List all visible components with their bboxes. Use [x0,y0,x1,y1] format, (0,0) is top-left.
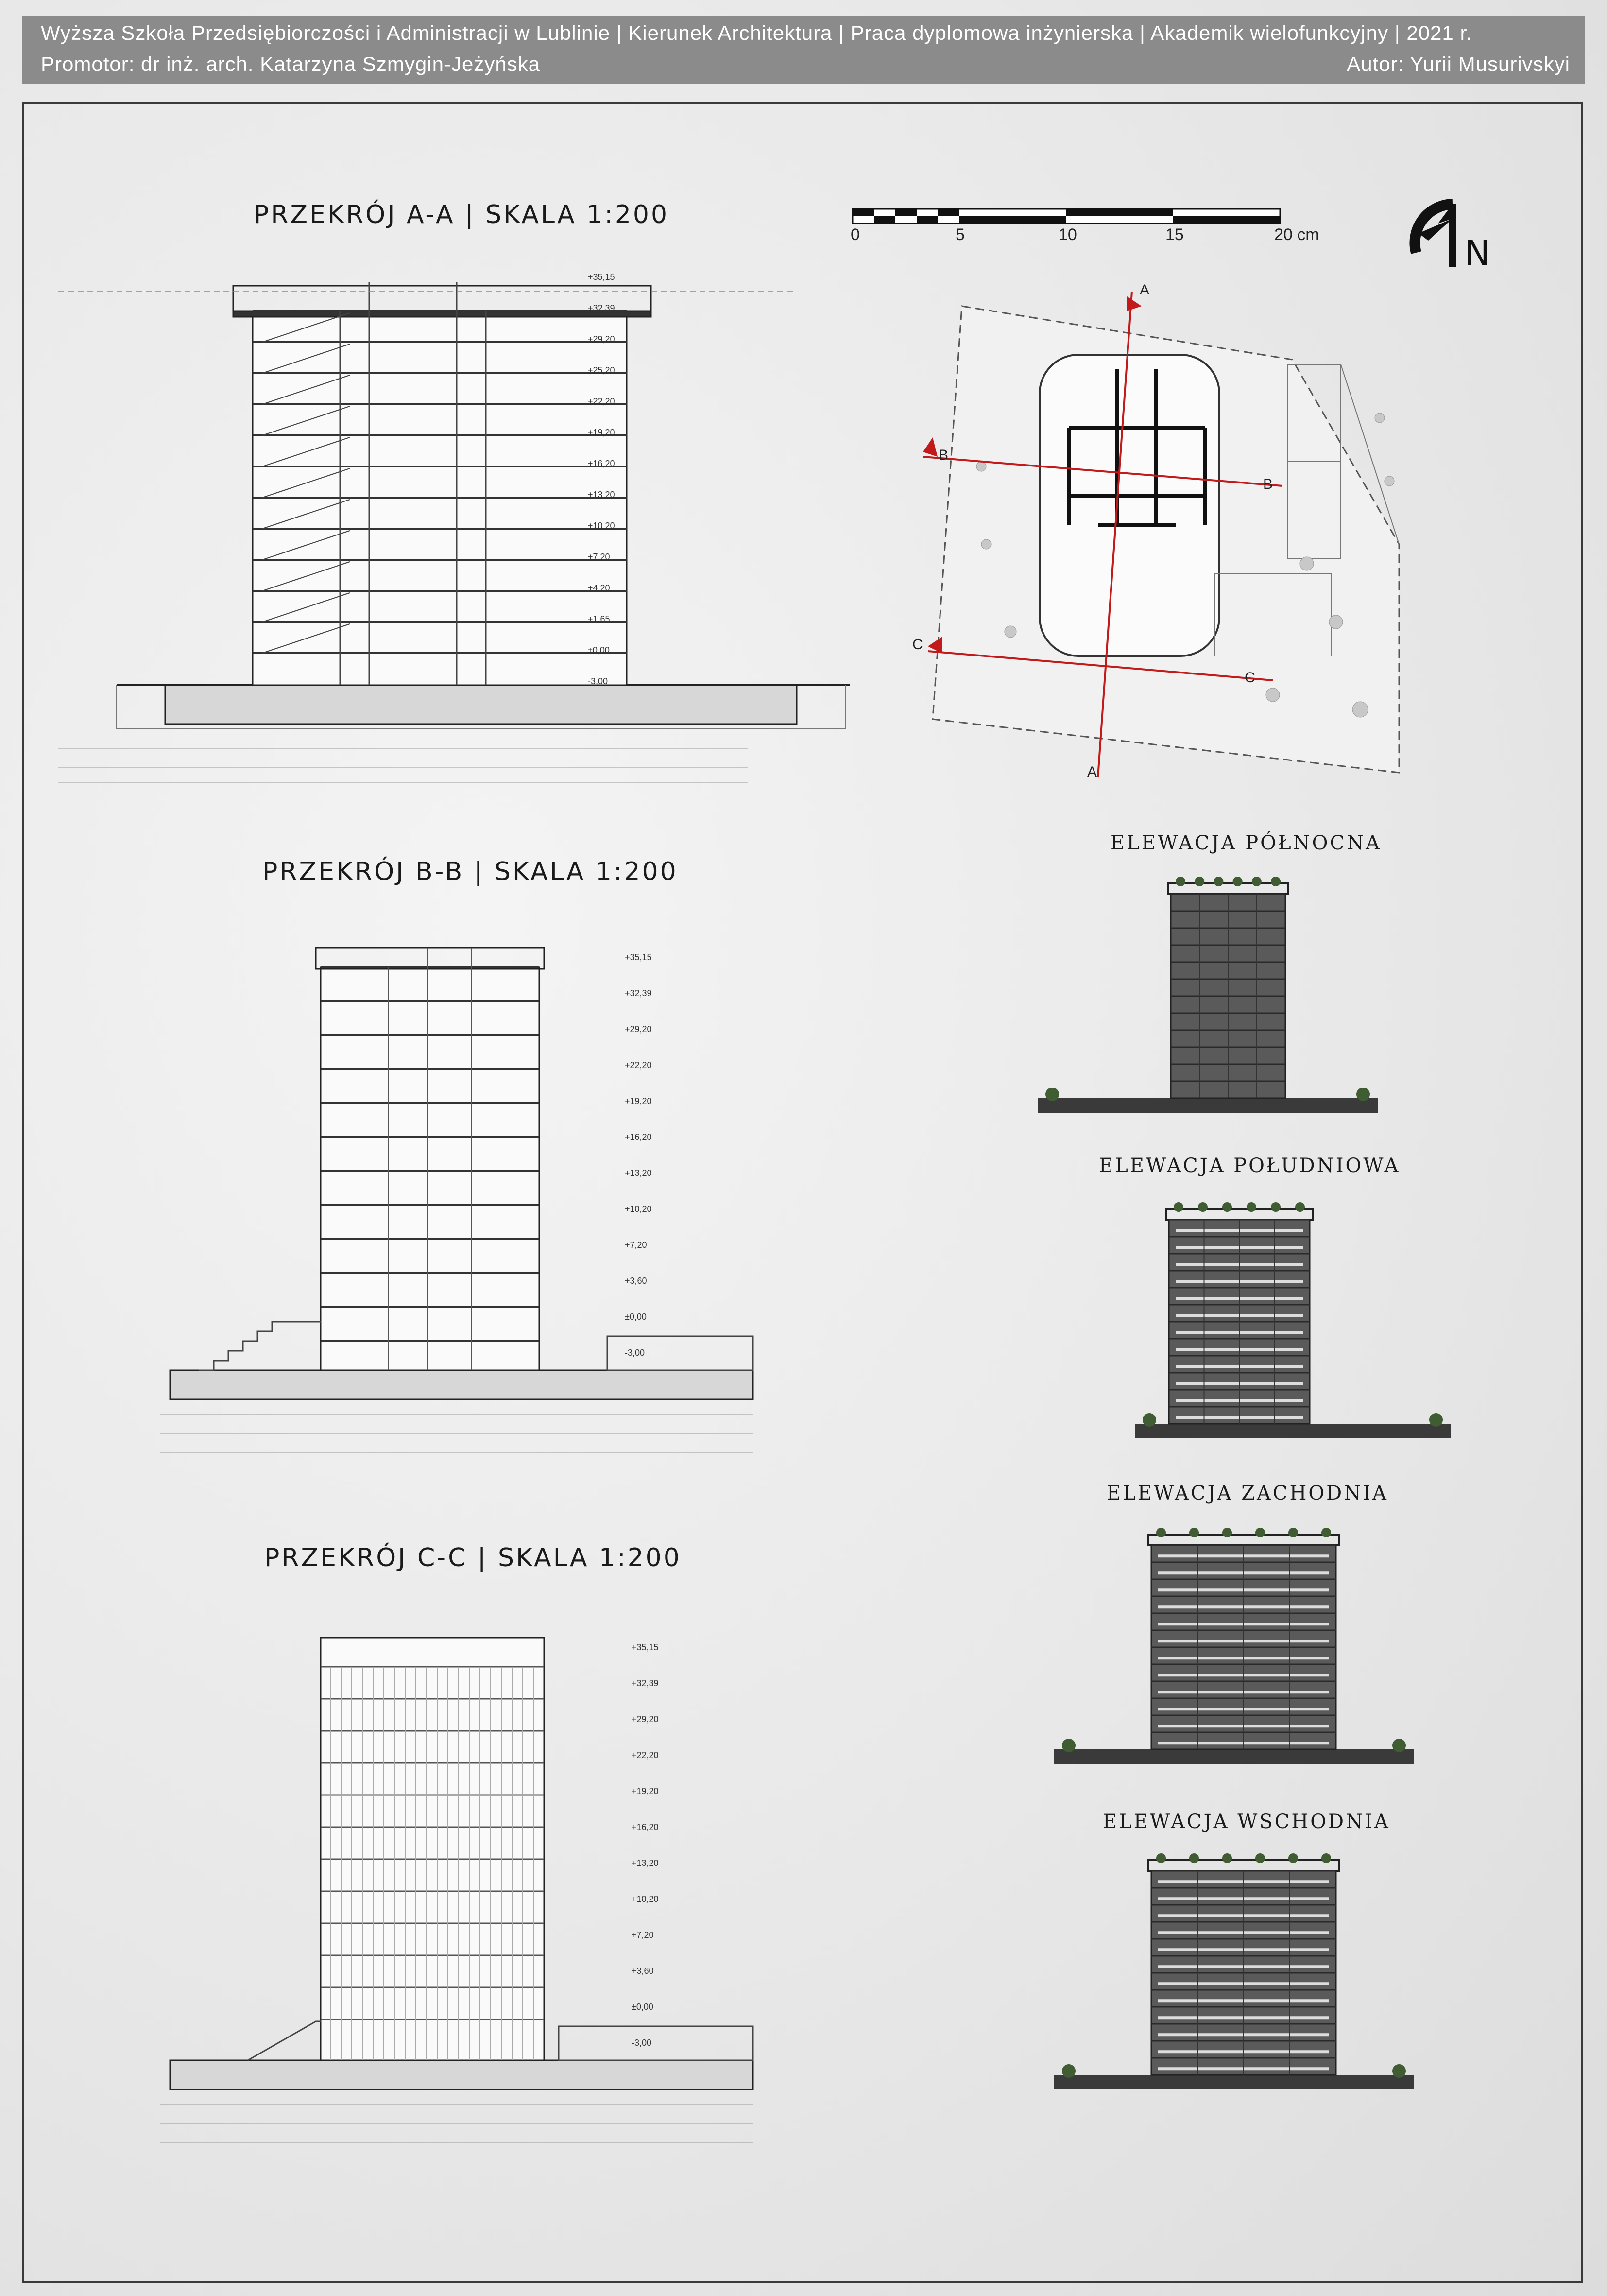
aa-level-label: +7,20 [588,552,610,562]
site-section-c-left: C [912,637,923,653]
bb-level-label: +13,20 [625,1168,652,1178]
section-cc-drawing [170,1638,753,2162]
bb-level-label: ±0,00 [625,1312,647,1322]
north-arrow [1409,194,1496,277]
aa-level-label: +32,39 [588,303,615,313]
aa-level-label: +22,20 [588,397,615,406]
elevation-west-title: ELEWACJA ZACHODNIA [1107,1482,1388,1504]
bb-level-label: +35,15 [625,952,652,962]
scale-label-20: 20 cm [1274,225,1319,244]
scale-label-0: 0 [851,225,860,244]
cc-level-label: ±0,00 [632,2002,653,2012]
aa-level-label: +13,20 [588,490,615,500]
aa-level-label: +10,20 [588,521,615,531]
cc-level-label: +13,20 [632,1858,659,1868]
section-bb-drawing [170,948,753,1472]
elevation-east-title: ELEWACJA WSCHODNIA [1103,1811,1390,1833]
header-promotor: Promotor: dr inż. arch. Katarzyna Szmygin-Jeżyńska [41,52,541,75]
site-section-a-top: A [1140,282,1150,298]
bb-level-label: +22,20 [625,1060,652,1070]
elevation-west-drawing [1054,1526,1423,1778]
elevation-south-title: ELEWACJA POŁUDNIOWA [1099,1155,1401,1177]
site-section-c-right: C [1245,670,1255,686]
site-section-b-right: B [1263,476,1273,492]
cc-level-label: +29,20 [632,1714,659,1724]
bb-level-label: +32,39 [625,988,652,998]
cc-level-label: +10,20 [632,1894,659,1904]
header-institution-line: Wyższa Szkoła Przedsiębiorczości i Administracji w Lublinie | Kierunek Architektura | Praca dyplomowa inżynierska | Akademik wielofunkcyjny | 2021 r. [41,21,1472,44]
cc-level-label: -3,00 [632,2038,652,2048]
bb-level-label: +16,20 [625,1132,652,1142]
elevation-east-drawing [1054,1851,1423,2104]
section-cc-title: PRZEKRÓJ C-C | SKALA 1:200 [264,1543,682,1572]
section-aa-title: PRZEKRÓJ A-A | SKALA 1:200 [254,200,669,229]
section-aa-drawing [117,262,748,807]
cc-level-label: +35,15 [632,1642,659,1652]
scale-label-5: 5 [956,225,965,244]
section-bb-title: PRZEKRÓJ B-B | SKALA 1:200 [262,857,678,886]
north-letter: N [1465,233,1490,273]
bb-level-label: -3,00 [625,1348,645,1358]
bb-level-label: +19,20 [625,1096,652,1106]
aa-level-label: ±0,00 [588,645,610,655]
header-bar [22,16,1585,84]
aa-level-label: +19,20 [588,428,615,437]
aa-level-label: +29,20 [588,334,615,344]
site-plan [913,292,1438,816]
elevation-north-drawing [1038,875,1378,1127]
elevation-south-drawing [1135,1195,1475,1448]
cc-level-label: +19,20 [632,1786,659,1796]
bb-level-label: +29,20 [625,1024,652,1034]
bb-level-label: +10,20 [625,1204,652,1214]
site-section-b-left: B [939,447,949,463]
header-author: Autor: Yurii Musurivskyi [1347,52,1570,75]
cc-level-label: +7,20 [632,1930,654,1940]
aa-level-label: +35,15 [588,272,615,282]
cc-level-label: +32,39 [632,1678,659,1688]
scale-label-15: 15 [1165,225,1184,244]
site-section-a-bottom: A [1087,764,1097,780]
aa-level-label: +25,20 [588,365,615,375]
aa-level-label: -3,00 [588,676,608,686]
bb-level-label: +7,20 [625,1240,647,1250]
cc-level-label: +22,20 [632,1750,659,1760]
aa-level-label: +1,65 [588,614,610,624]
cc-level-label: +3,60 [632,1966,654,1976]
cc-level-label: +16,20 [632,1822,659,1832]
scale-label-10: 10 [1059,225,1077,244]
elevation-north-title: ELEWACJA PÓŁNOCNA [1111,832,1382,854]
aa-level-label: +16,20 [588,459,615,468]
aa-level-label: +4,20 [588,583,610,593]
bb-level-label: +3,60 [625,1276,647,1286]
